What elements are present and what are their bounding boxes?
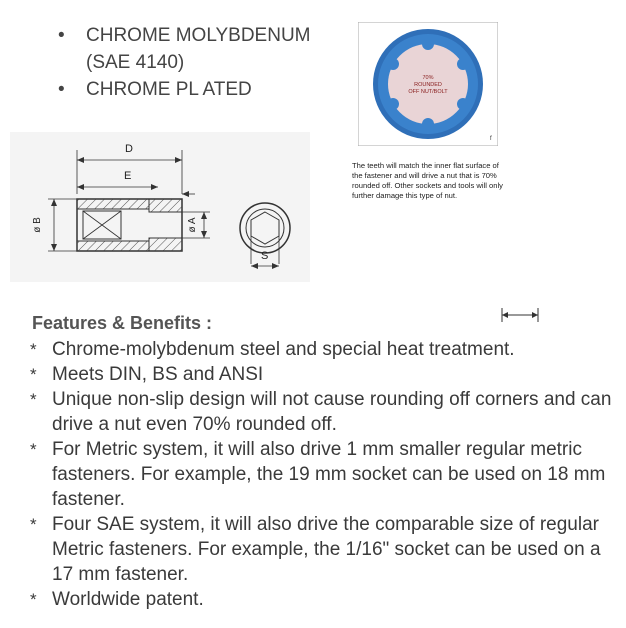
dim-label-b: ø B <box>32 217 43 233</box>
asterisk-icon: * <box>30 440 37 459</box>
photo-text-line: OFF NUT/BOLT <box>408 89 448 95</box>
feature-item <box>32 512 617 587</box>
dim-label-d: D <box>125 143 133 155</box>
dim-label-e: E <box>124 170 132 182</box>
photo-text-line: 70% <box>422 75 434 81</box>
socket-face-image <box>358 22 498 146</box>
feature-text: Chrome-molybdenum steel and special heat treatment. <box>52 339 515 360</box>
asterisk-icon: * <box>30 365 37 384</box>
socket-technical-drawing <box>10 132 310 282</box>
feature-text: Meets DIN, BS and ANSI <box>52 364 264 385</box>
features-list <box>32 337 617 612</box>
material-line: (SAE 4140) <box>86 52 185 73</box>
socket-photo-block <box>352 22 504 201</box>
photo-corner-mark: f <box>490 136 492 142</box>
photo-caption: The teeth will match the inner flat surface of the fastener and will drive a nut that is 70% rounded off. Other sockets and tools will only further damage this type of nut. <box>352 161 503 200</box>
asterisk-icon: * <box>30 515 37 534</box>
photo-text-line: ROUNDED <box>414 82 442 88</box>
asterisk-icon: * <box>30 340 37 359</box>
feature-item <box>32 387 617 437</box>
material-item <box>58 76 358 103</box>
material-item <box>58 22 358 76</box>
features-section <box>32 313 617 612</box>
feature-text: For Metric system, it will also drive 1 mm smaller regular metric fasteners. For example, the 19 mm socket can be used on 18 mm fastener. <box>52 439 606 510</box>
feature-item <box>32 587 617 612</box>
feature-item <box>32 362 617 387</box>
features-heading: Features & Benefits : <box>32 313 213 333</box>
feature-text: Four SAE system, it will also drive the comparable size of regular Metric fasteners. For example, the 1/16" socket can be used on a 17 mm fastener. <box>52 514 601 585</box>
asterisk-icon: * <box>30 390 37 409</box>
asterisk-icon: * <box>30 590 37 609</box>
dim-label-s: S <box>261 250 269 262</box>
bullet-icon: • <box>58 79 65 100</box>
bullet-icon: • <box>58 25 65 46</box>
feature-item <box>32 437 617 512</box>
feature-text: Unique non-slip design will not cause rounding off corners and can drive a nut even 70% rounded off. <box>52 389 612 435</box>
materials-list <box>58 22 358 103</box>
feature-text: Worldwide patent. <box>52 589 204 610</box>
dim-label-a: ø A <box>187 217 198 233</box>
material-line: CHROME PL ATED <box>86 79 252 100</box>
feature-item <box>32 337 617 362</box>
material-line: CHROME MOLYBDENUM <box>86 25 311 46</box>
